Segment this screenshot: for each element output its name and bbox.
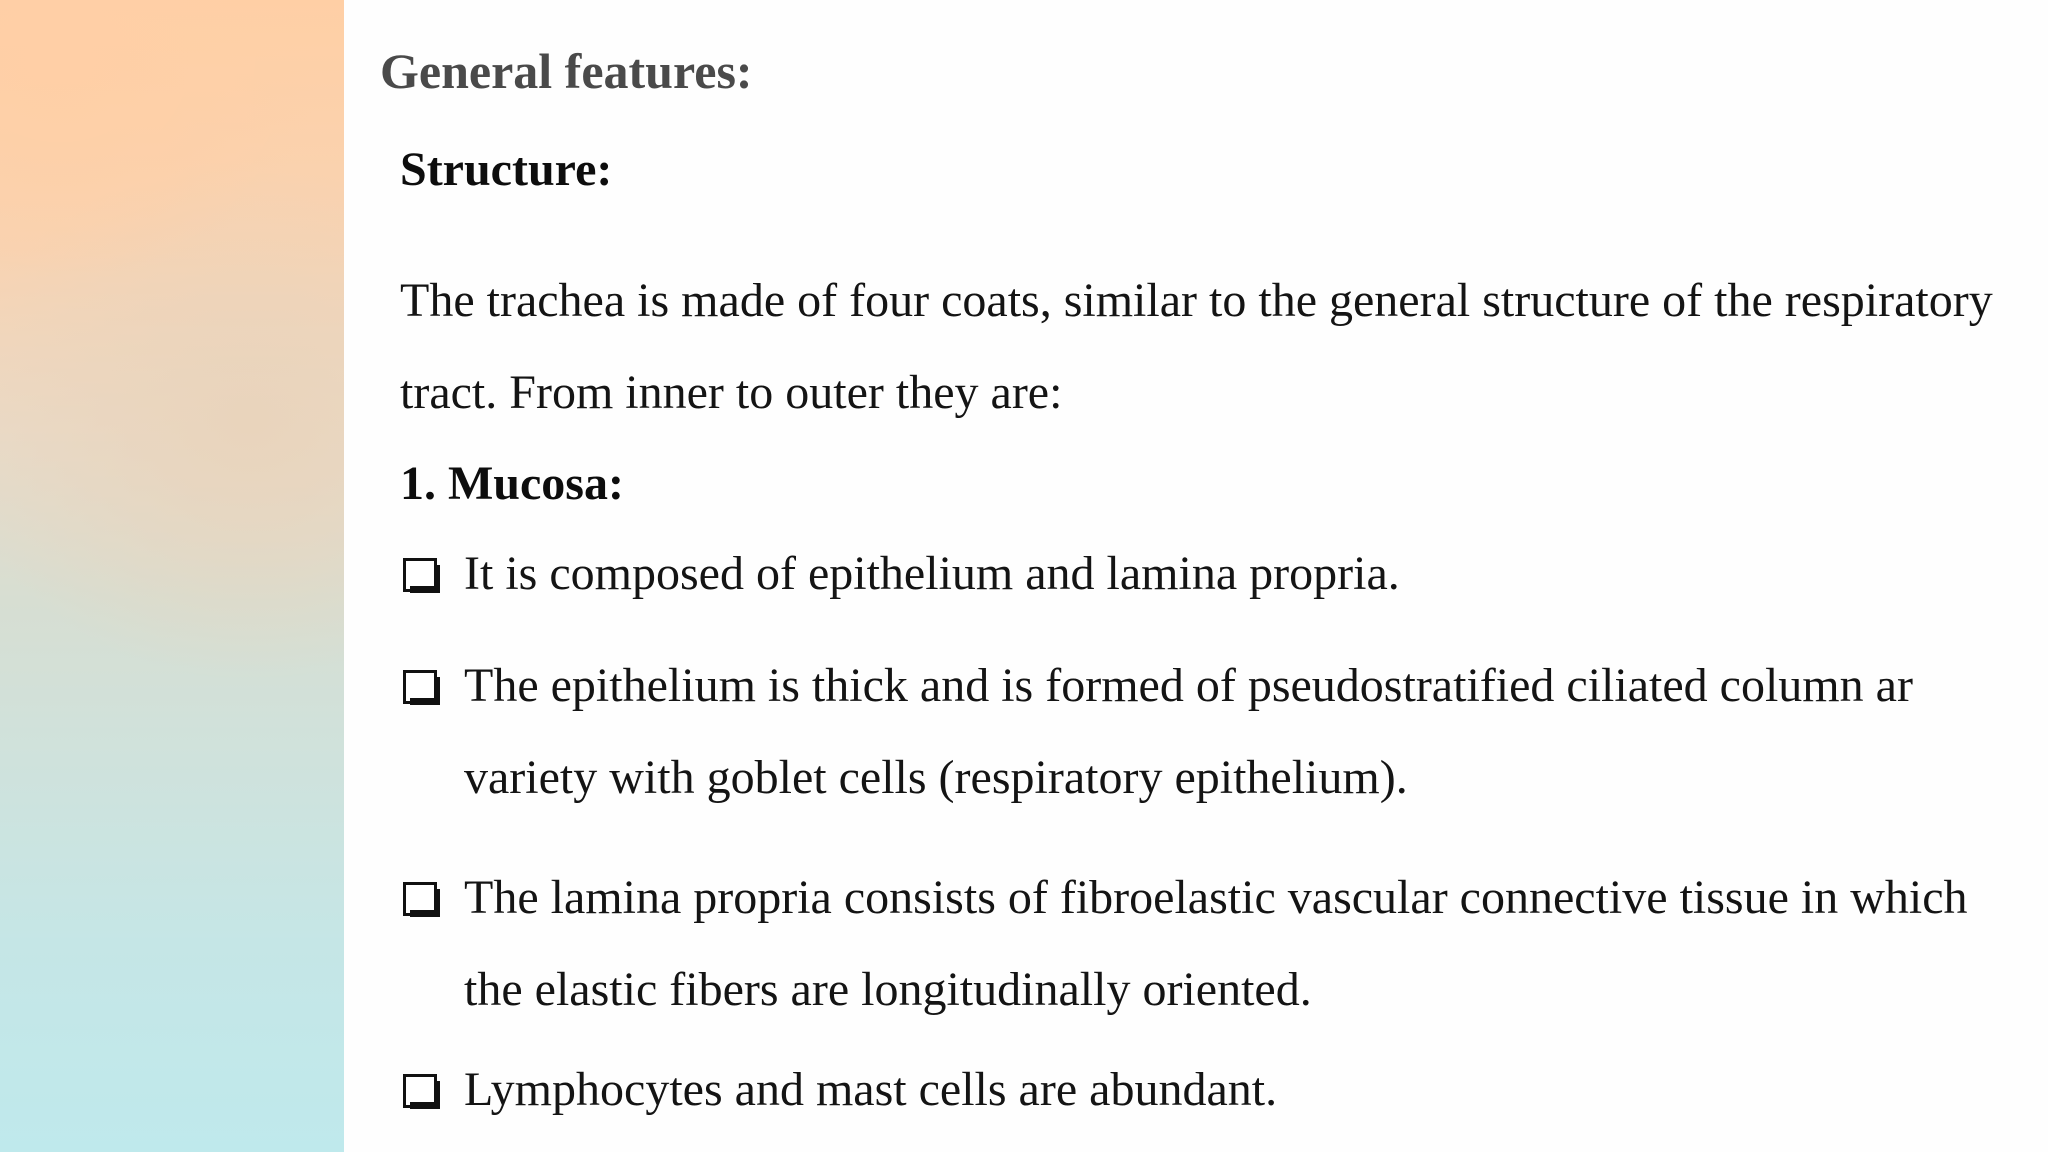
bullet-item (400, 528, 2020, 620)
intro-paragraph: The trachea is made of four coats, similar to the general structure of the respiratory tract. From inner to outer they are: (400, 274, 1993, 419)
bullet-text: Lymphocytes and mast cells are abundant. (464, 1063, 1278, 1116)
checkbox-square-icon (400, 1044, 464, 1136)
section-title-mucosa: 1. Mucosa: (400, 457, 624, 510)
decorative-side-panel (0, 0, 344, 1152)
structure-subheading: Structure: (400, 143, 613, 196)
slide-content (344, 0, 2048, 1152)
checkbox-square-icon (400, 852, 464, 944)
checkbox-square-icon (400, 528, 464, 620)
bullet-item (400, 640, 2020, 824)
bullet-item (400, 1044, 2020, 1136)
bullet-text: The epithelium is thick and is formed of pseudostratified ciliated column ar variety with goblet cells (respiratory epithelium). (464, 659, 1913, 804)
bullet-text: The lamina propria consists of fibroelastic vascular connective tissue in which the elastic fibers are longitudinally oriented. (464, 871, 1968, 1016)
bullet-text: It is composed of epithelium and lamina propria. (464, 547, 1400, 600)
slide-heading: General features: (380, 43, 753, 99)
bullet-item (400, 852, 2020, 1036)
checkbox-square-icon (400, 640, 464, 732)
